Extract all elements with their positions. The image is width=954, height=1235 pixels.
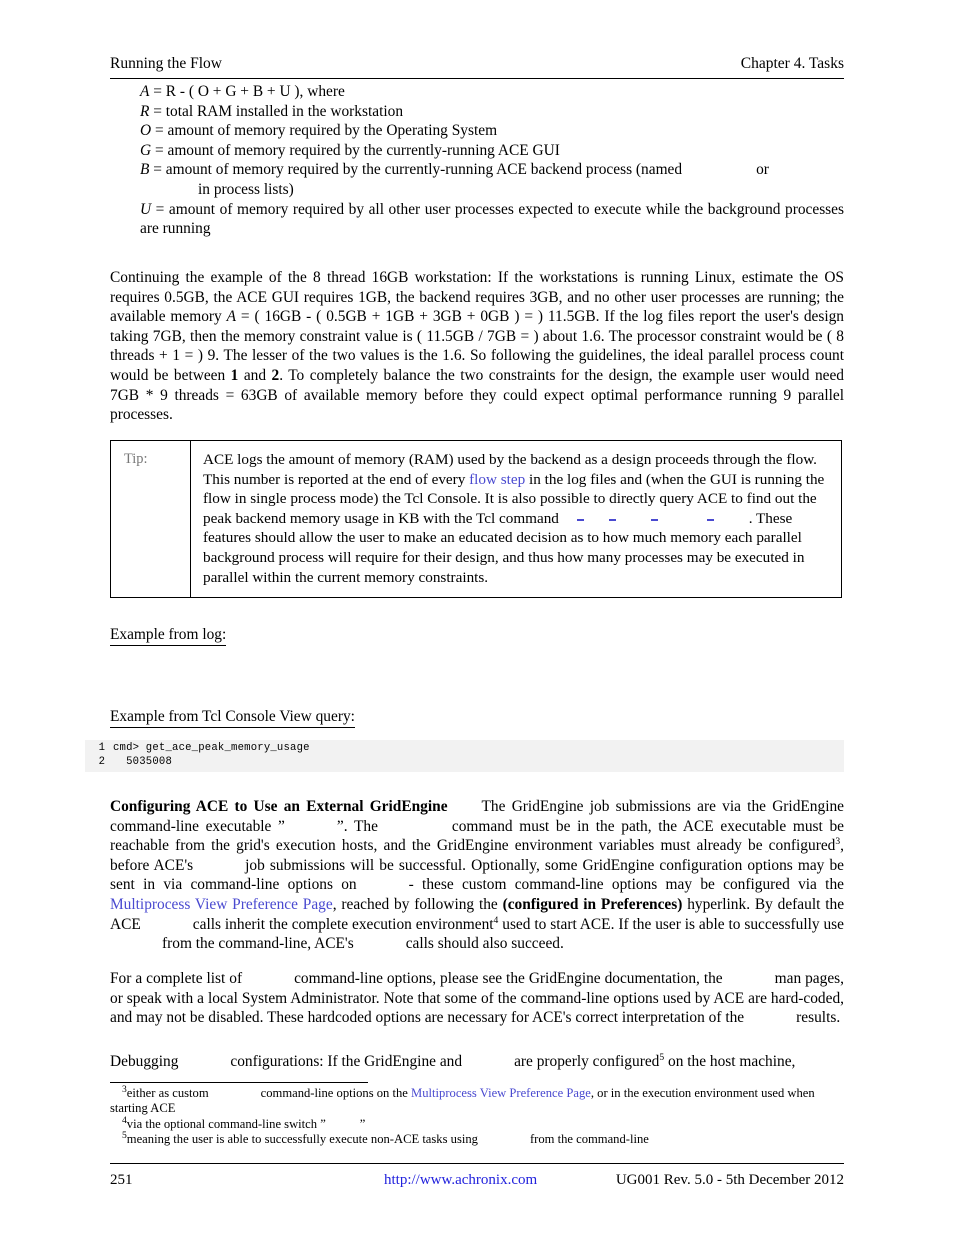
- gridengine-p1-j: used to start ACE. If the user is able to successfully use: [498, 915, 844, 933]
- gridengine-p1-f: - these custom command-line options may be configured via the: [408, 876, 844, 894]
- gridengine-options-block: [110, 969, 844, 1028]
- footnote-3: [110, 1083, 844, 1117]
- footer-rule: [110, 1163, 844, 1164]
- running-header: [110, 55, 844, 73]
- definition-b: [140, 160, 844, 180]
- page-number: 251: [110, 1172, 133, 1188]
- code-line: [85, 742, 844, 756]
- variable-b: B: [140, 161, 150, 179]
- gridengine-p2-d: results.: [796, 1009, 841, 1027]
- footnote-ref-4[interactable]: 4: [493, 914, 499, 926]
- example-paragraph-part2: = ( 16GB - ( 0.5GB + 1GB + 3GB + 0GB ) = ) 11.5GB. If the log files report the user's design taking 7GB, then the memory constraint value is ( 11.5GB / 7GB = ) about 1.6. The processor constraint would be ( 8 threads + 1 = ) 9. The lesser of the two values is the 1.6. So following the guidelines, the ideal parallel process count would be between: [110, 308, 844, 384]
- footnote-3-marker: 3: [122, 1083, 127, 1095]
- gridengine-p1-k: from the command-line, ACE's: [162, 935, 354, 953]
- footnote-5-b: from the command-line: [529, 1131, 649, 1146]
- missing-mono-command-link[interactable]: [563, 509, 749, 523]
- definition-b-text-1: = amount of memory required by the currently-running ACE backend process (named: [149, 161, 683, 179]
- definition-r-text: = total RAM installed in the workstation: [149, 102, 404, 120]
- gridengine-p3-a: Debugging: [110, 1053, 179, 1070]
- footnote-4-b: ”: [359, 1116, 366, 1131]
- gridengine-p1-b: ”. The: [336, 817, 378, 835]
- footnote-ref-3[interactable]: 3: [835, 836, 841, 848]
- document-page: [98, 0, 845, 1235]
- gridengine-p1-g: , reached by following the: [332, 895, 503, 913]
- tip-label: Tip:: [124, 451, 148, 467]
- configured-in-preferences-bold: (configured in Preferences): [502, 895, 683, 913]
- gridengine-p1-a: The GridEngine job submissions are via the GridEngine command-line executable ”: [110, 798, 845, 835]
- gridengine-p2-a: For a complete list of: [110, 970, 243, 987]
- footnote-5-marker: 5: [122, 1129, 127, 1141]
- variable-a-inline: A: [226, 308, 237, 326]
- gridengine-p3-b: configurations: If the GridEngine and: [230, 1053, 463, 1070]
- gridengine-p1-l: calls should also succeed.: [405, 935, 564, 953]
- variable-u: U: [140, 200, 152, 218]
- tip-label-cell: [111, 441, 191, 597]
- code-line: [85, 756, 844, 770]
- example-paragraph-and: and: [238, 366, 272, 384]
- footnote-separator-rule: [110, 1082, 368, 1083]
- footnote-preference-page-link[interactable]: Multiprocess View Preference Page: [411, 1086, 591, 1100]
- achronix-website-link[interactable]: http://www.achronix.com: [384, 1172, 538, 1188]
- header-left-title: Running the Flow: [110, 55, 222, 72]
- definition-b-text-2: or: [756, 161, 769, 179]
- tip-text-1: ACE logs the amount of memory (RAM) used by the backend as a design proceeds through the flow. This number is reported at the end of every: [203, 451, 817, 488]
- gridengine-run-in-heading: Configuring ACE to Use an External GridEngine: [110, 798, 448, 815]
- definition-r: [140, 102, 844, 122]
- example-paragraph: [110, 268, 844, 425]
- example-paragraph-block: [110, 268, 844, 425]
- definition-g-text: = amount of memory required by the currently-running ACE GUI: [151, 141, 560, 159]
- gridengine-paragraph-2: [110, 969, 844, 1028]
- variable-a: A: [140, 83, 150, 100]
- flow-step-link[interactable]: flow step: [469, 470, 526, 488]
- tip-box: [110, 440, 842, 598]
- gridengine-p1-i: calls inherit the complete execution environment: [192, 915, 494, 933]
- gridengine-p1-h: hyperlink. By default the ACE: [110, 895, 845, 933]
- definition-g: [140, 141, 844, 161]
- code-text: 5035008: [113, 755, 173, 768]
- footnote-3-b: command-line options on the: [260, 1086, 412, 1100]
- footnote-4-a: via the optional command-line switch ”: [126, 1116, 326, 1131]
- gridengine-p1-c: command must be in the path, the ACE executable must be reachable from the grid's execution hosts, and the GridEngine environment variables must already be configured: [110, 817, 844, 855]
- variable-r: R: [140, 102, 150, 120]
- gridengine-p2-c: man pages, or speak with a local System Administrator. Note that some of the command-line options used by ACE are hard-coded, and may not be disabled. These hardcoded options are necessary for ACE's correct interpretation of the: [110, 970, 844, 1027]
- footnote-4: [110, 1114, 844, 1132]
- definition-a: [140, 82, 844, 102]
- code-listing: [85, 740, 844, 772]
- tip-text-2: in the log files and (when the GUI is running the flow in single process mode) the Tcl Console. It is also possible to directly query ACE to find out the peak backend memory usage in KB with the Tcl command: [203, 470, 825, 527]
- footnote-5-a: meaning the user is able to successfully execute non-ACE tasks using: [126, 1131, 478, 1146]
- process-count-max: 2: [271, 366, 280, 384]
- footnote-3-a: either as custom: [126, 1086, 209, 1100]
- definition-b-text-3: in process lists): [198, 180, 294, 198]
- variable-o: O: [140, 122, 152, 140]
- header-rule: [110, 78, 844, 79]
- definition-o: [140, 121, 844, 141]
- gridengine-paragraph-1: [110, 797, 844, 954]
- definition-b-continued: [140, 180, 844, 200]
- gridengine-p2-b: command-line options, please see the GridEngine documentation, the: [294, 970, 723, 987]
- gridengine-p1-d: , before ACE's: [110, 837, 844, 874]
- code-text: cmd> get_ace_peak_memory_usage: [113, 742, 310, 754]
- gridengine-p1-e: job submissions will be successful. Optionally, some GridEngine configuration options may be sent in via command-line options on: [110, 856, 844, 894]
- footnote-3-c: , or in the execution environment used when starting ACE: [110, 1086, 815, 1116]
- caption-example-from-log: Example from log:: [110, 626, 226, 646]
- gridengine-p3-d: on the host machine,: [664, 1053, 796, 1070]
- footnote-area: [110, 1083, 844, 1147]
- tip-text-3: . These features should allow the user to make an educated decision as to how much memory each parallel background process will require for their design, and thus how many processes may be executed in parallel within the current memory constraints.: [203, 509, 805, 586]
- definition-u-text: = amount of memory required by all other user processes expected to execute while the background processes are running: [140, 200, 844, 238]
- gridengine-p3-c: are properly configured: [514, 1053, 660, 1070]
- multiprocess-view-preference-page-link[interactable]: Multiprocess View Preference Page: [110, 895, 333, 913]
- line-number: 1: [98, 742, 105, 754]
- footnote-ref-5[interactable]: 5: [659, 1051, 665, 1063]
- example-paragraph-part3: . To completely balance the two constraints for the design, the example user would need 7GB * 9 threads = 63GB of available memory before they could expect optimal performance running 9 parallel processes.: [110, 366, 845, 424]
- line-number: 2: [98, 755, 105, 768]
- definition-u: [140, 200, 844, 239]
- debugging-block: [110, 1052, 844, 1072]
- caption-example-from-tcl-console: Example from Tcl Console View query:: [110, 708, 355, 728]
- process-count-min: 1: [230, 366, 239, 384]
- variable-definition-list: [140, 82, 844, 239]
- footnote-4-marker: 4: [122, 1114, 127, 1126]
- header-right-chapter: Chapter 4. Tasks: [740, 55, 844, 72]
- definition-o-text: = amount of memory required by the Operating System: [151, 122, 498, 140]
- tip-body: [191, 441, 841, 597]
- variable-g: G: [140, 141, 152, 159]
- gridengine-section: [110, 797, 844, 954]
- gridengine-paragraph-3: [110, 1052, 844, 1072]
- definition-a-text: = R - ( O + G + B + U ), where: [149, 83, 345, 100]
- example-paragraph-part1: Continuing the example of the 8 thread 16GB workstation: If the workstations is running Linux, estimate the OS requires 0.5GB, the ACE GUI requires 1GB, the backend requires 3GB, and no other user processes are running; the available memory: [110, 269, 844, 326]
- document-revision: UG001 Rev. 5.0 - 5th December 2012: [615, 1172, 844, 1188]
- footnote-5: [110, 1129, 844, 1147]
